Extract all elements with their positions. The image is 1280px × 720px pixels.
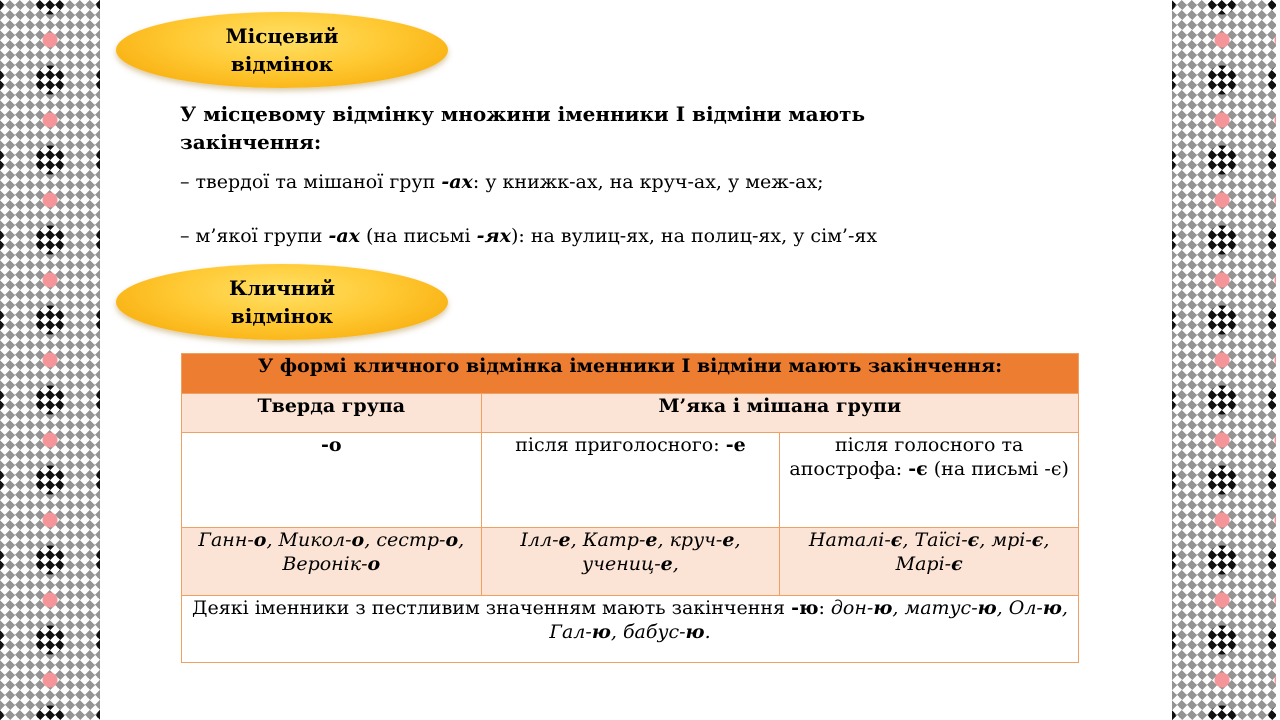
separator: , xyxy=(610,621,623,643)
locative-title-line1: Місцевий xyxy=(225,24,339,48)
rule-text: ): на вулиц-ях, на полиц-ях, у сім’-ях xyxy=(511,225,878,247)
cell-text: після голосного та апострофа: xyxy=(789,434,1024,480)
word-ending: е xyxy=(645,529,658,551)
example-word xyxy=(376,529,464,551)
word-ending: ю xyxy=(685,621,705,643)
word-ending: є xyxy=(967,529,980,551)
separator: , xyxy=(657,529,670,551)
example-word xyxy=(623,621,711,643)
word-stem: сестр- xyxy=(376,529,446,551)
example-word xyxy=(520,529,582,551)
note-text: : xyxy=(818,597,831,619)
word-stem: Ілл- xyxy=(520,529,559,551)
embroidery-border-right xyxy=(1172,0,1276,720)
ending: -е xyxy=(725,434,746,456)
word-stem: мрі- xyxy=(991,529,1032,551)
word-ending: е xyxy=(660,553,673,575)
example-word xyxy=(904,597,1008,619)
separator: , xyxy=(996,597,1009,619)
separator: , xyxy=(1061,597,1068,619)
example-word xyxy=(991,529,1049,551)
word-stem: Наталі- xyxy=(808,529,891,551)
cell-text: після приголосного: xyxy=(515,434,726,456)
word-ending: ю xyxy=(591,621,611,643)
rule-text: (на письмі xyxy=(359,225,477,247)
ending: -ю xyxy=(791,597,819,619)
locative-rule-soft xyxy=(180,222,877,250)
word-ending: є xyxy=(890,529,903,551)
locative-rule-hard xyxy=(180,168,824,196)
word-ending: ю xyxy=(873,597,893,619)
word-ending: ю xyxy=(1042,597,1062,619)
word-stem: матус- xyxy=(904,597,978,619)
word-stem: Гал- xyxy=(549,621,592,643)
embroidery-border-left xyxy=(0,0,100,720)
after-vowel-cell xyxy=(780,433,1079,528)
locative-case-title xyxy=(116,12,448,88)
hard-ending-cell xyxy=(182,433,482,528)
ending: -є xyxy=(908,458,928,480)
word-stem: Микол- xyxy=(278,529,352,551)
separator: , xyxy=(979,529,992,551)
separator: , xyxy=(570,529,583,551)
word-stem: Катр- xyxy=(582,529,646,551)
example-word xyxy=(279,529,377,551)
word-stem: Веронік- xyxy=(282,553,368,575)
word-ending: є xyxy=(1031,529,1044,551)
word-stem: Марі- xyxy=(895,553,952,575)
locative-title-line2: відмінок xyxy=(230,52,334,76)
separator: , xyxy=(734,529,741,551)
word-ending: о xyxy=(351,529,365,551)
separator: , xyxy=(672,553,679,575)
separator: , xyxy=(902,529,915,551)
diminutive-note xyxy=(182,596,1079,663)
ending: -ях xyxy=(476,225,512,247)
separator: . xyxy=(704,621,711,643)
word-ending: о xyxy=(253,529,267,551)
example-word xyxy=(809,529,915,551)
word-ending: о xyxy=(445,529,459,551)
vocative-endings-table xyxy=(181,353,1079,663)
vocative-title-line1: Кличний xyxy=(228,276,336,300)
examples-vowel xyxy=(780,528,1079,596)
example-word xyxy=(583,529,670,551)
word-stem: круч- xyxy=(669,529,723,551)
word-ending: е xyxy=(722,529,735,551)
note-text: Деякі іменники з пестливим значенням мають закінчення xyxy=(192,597,792,619)
example-word xyxy=(549,621,623,643)
word-ending: ю xyxy=(977,597,997,619)
example-word xyxy=(670,529,741,551)
word-stem: бабус- xyxy=(622,621,686,643)
word-stem: Ганн- xyxy=(198,529,254,551)
vocative-title-line2: відмінок xyxy=(230,304,334,328)
examples-hard xyxy=(182,528,482,596)
after-consonant-cell xyxy=(481,433,780,528)
ending: -о xyxy=(321,434,342,456)
separator: , xyxy=(1043,529,1050,551)
examples-soft xyxy=(481,528,780,596)
col-hard-group: Тверда група xyxy=(182,394,482,433)
vocative-case-title xyxy=(116,264,448,340)
separator: , xyxy=(266,529,279,551)
table-header: У формі кличного відмінка іменники І відміни мають закінчення: xyxy=(182,354,1079,394)
example-word xyxy=(831,597,905,619)
example-word xyxy=(282,553,380,575)
example-word xyxy=(914,529,991,551)
word-ending: е xyxy=(558,529,571,551)
word-ending: о xyxy=(367,553,381,575)
example-word xyxy=(1009,597,1068,619)
word-stem: учениц- xyxy=(582,553,661,575)
rule-text: – м’якої групи xyxy=(180,225,329,247)
separator: , xyxy=(892,597,905,619)
locative-intro: У місцевому відмінку множини іменники І відміни мають закінчення: xyxy=(180,102,866,154)
separator: , xyxy=(458,529,465,551)
col-soft-mixed-groups: М’яка і мішана групи xyxy=(481,394,1078,433)
example-word xyxy=(198,529,278,551)
word-stem: Таїсі- xyxy=(914,529,968,551)
word-ending: є xyxy=(951,553,963,575)
example-word xyxy=(582,553,679,575)
ending: -ах xyxy=(328,225,360,247)
rule-text: : у книжк-ах, на круч-ах, у меж-ах; xyxy=(472,171,824,193)
example-word xyxy=(896,553,963,575)
cell-text: (на письмі -є) xyxy=(927,458,1069,480)
rule-text: – твердої та мішаної груп xyxy=(180,171,442,193)
word-stem: Ол- xyxy=(1008,597,1043,619)
ending: -ах xyxy=(441,171,473,193)
word-stem: дон- xyxy=(830,597,874,619)
separator: , xyxy=(364,529,377,551)
